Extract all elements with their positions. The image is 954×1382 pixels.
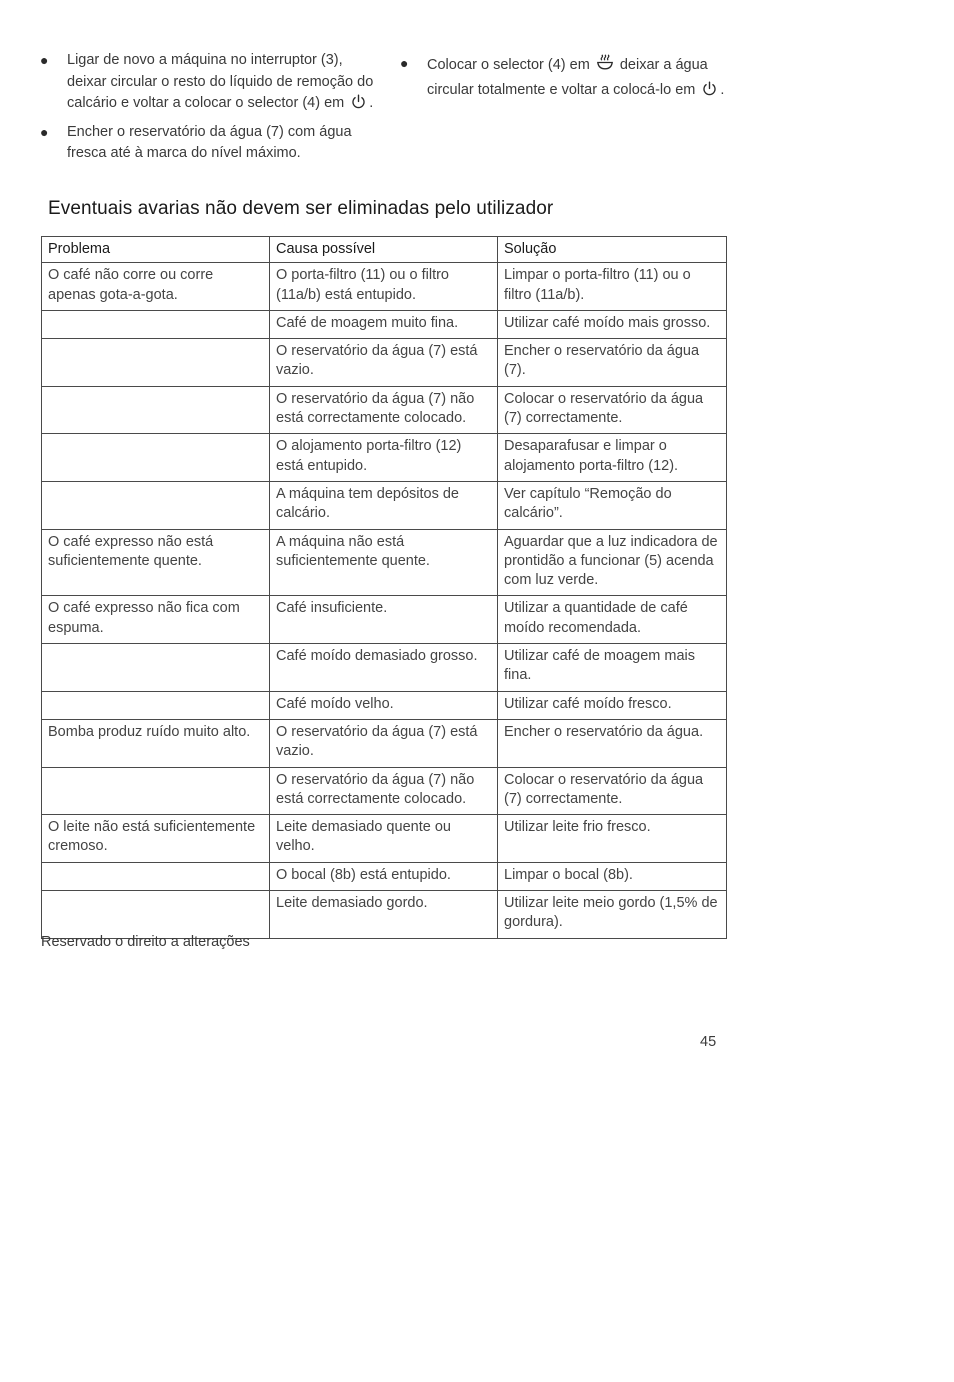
cell-problem: O café não corre ou corre apenas gota-a-gota. [42,263,270,311]
power-icon [350,93,367,118]
cell-cause: O reservatório da água (7) não está correctamente colocado. [270,386,498,434]
bullet-dot: ● [400,55,409,71]
cell-solution: Utilizar café moído fresco. [498,691,727,719]
cell-problem: O café expresso não fica com espuma. [42,596,270,644]
cell-problem [42,691,270,719]
table-row [42,767,727,815]
cell-cause: Leite demasiado gordo. [270,891,498,939]
cell-problem: O café expresso não está suficientemente quente. [42,529,270,596]
cell-solution: Ver capítulo “Remoção do calcário”. [498,481,727,529]
cell-problem [42,767,270,815]
column-header-problem: Problema [42,237,270,263]
cell-problem [42,891,270,939]
cell-cause: Leite demasiado quente ou velho. [270,815,498,863]
table-row [42,596,727,644]
cell-cause: A máquina não está suficientemente quente. [270,529,498,596]
power-icon [701,80,718,105]
instruction-item [40,50,380,118]
table-row [42,339,727,387]
section-heading: Eventuais avarias não devem ser eliminadas pelo utilizador [48,198,554,219]
table-row [42,719,727,767]
cell-solution: Encher o reservatório da água (7). [498,339,727,387]
cell-cause: A máquina tem depósitos de calcário. [270,481,498,529]
cell-solution: Utilizar leite frio fresco. [498,815,727,863]
cell-cause: Café moído demasiado grosso. [270,644,498,692]
cell-solution: Limpar o bocal (8b). [498,862,727,890]
instructions-left-column [40,50,380,169]
table-row [42,386,727,434]
table-body [42,263,727,938]
column-header-cause: Causa possível [270,237,498,263]
table-row [42,862,727,890]
cell-cause: Café insuficiente. [270,596,498,644]
instruction-item [40,122,380,165]
footnote: Reservado o direito a alterações [41,934,250,950]
cell-cause: O bocal (8b) está entupido. [270,862,498,890]
bullet-dot: ● [40,52,49,68]
cell-cause: O porta-filtro (11) ou o filtro (11a/b) está entupido. [270,263,498,311]
column-header-solution: Solução [498,237,727,263]
cell-solution: Utilizar a quantidade de café moído recomendada. [498,596,727,644]
cell-solution: Aguardar que a luz indicadora de prontidão a funcionar (5) acenda com luz verde. [498,529,727,596]
instruction-text: Encher o reservatório da água (7) com água fresca até à marca do nível máximo. [67,123,352,161]
cell-problem [42,310,270,338]
page-number: 45 [700,1034,717,1050]
cell-problem: Bomba produz ruído muito alto. [42,719,270,767]
cell-problem [42,386,270,434]
cell-solution: Colocar o reservatório da água (7) correctamente. [498,767,727,815]
table-row [42,434,727,482]
table-row [42,481,727,529]
instruction-text: Ligar de novo a máquina no interruptor (3), deixar circular o resto do líquido de remoção do calcário e voltar a colocar o selector (4) em [67,52,374,111]
cell-solution: Limpar o porta-filtro (11) ou o filtro (11a/b). [498,263,727,311]
cell-problem [42,434,270,482]
instruction-item [400,50,740,104]
table-row [42,644,727,692]
table-row [42,263,727,311]
table-row [42,310,727,338]
instruction-trail: . [720,81,725,98]
cell-solution: Utilizar café de moagem mais fina. [498,644,727,692]
bullet-dot: ● [40,123,49,140]
table-row [42,815,727,863]
table-header-row [42,237,727,263]
troubleshooting-table [41,236,727,939]
cell-cause: O reservatório da água (7) não está correctamente colocado. [270,767,498,815]
cell-solution: Desaparafusar e limpar o alojamento porta-filtro (12). [498,434,727,482]
instruction-text-mid: deixar a água circular totalmente e voltar a colocá-lo em [427,57,708,98]
table-row [42,891,727,939]
table-row [42,529,727,596]
cell-problem [42,481,270,529]
steam-icon [596,53,614,80]
cell-cause: O reservatório da água (7) está vazio. [270,339,498,387]
cell-cause: O alojamento porta-filtro (12) está entupido. [270,434,498,482]
cell-solution: Utilizar café moído mais grosso. [498,310,727,338]
cell-solution: Colocar o reservatório da água (7) correctamente. [498,386,727,434]
instructions-right-column [400,50,740,108]
cell-problem [42,339,270,387]
cell-solution: Encher o reservatório da água. [498,719,727,767]
cell-cause: Café moído velho. [270,691,498,719]
table-row [42,691,727,719]
cell-problem [42,644,270,692]
cell-cause: O reservatório da água (7) está vazio. [270,719,498,767]
instruction-trail: . [369,95,374,111]
cell-cause: Café de moagem muito fina. [270,310,498,338]
cell-solution: Utilizar leite meio gordo (1,5% de gordura). [498,891,727,939]
cell-problem: O leite não está suficientemente cremoso. [42,815,270,863]
cell-problem [42,862,270,890]
instruction-text-pre: Colocar o selector (4) em [427,57,590,73]
